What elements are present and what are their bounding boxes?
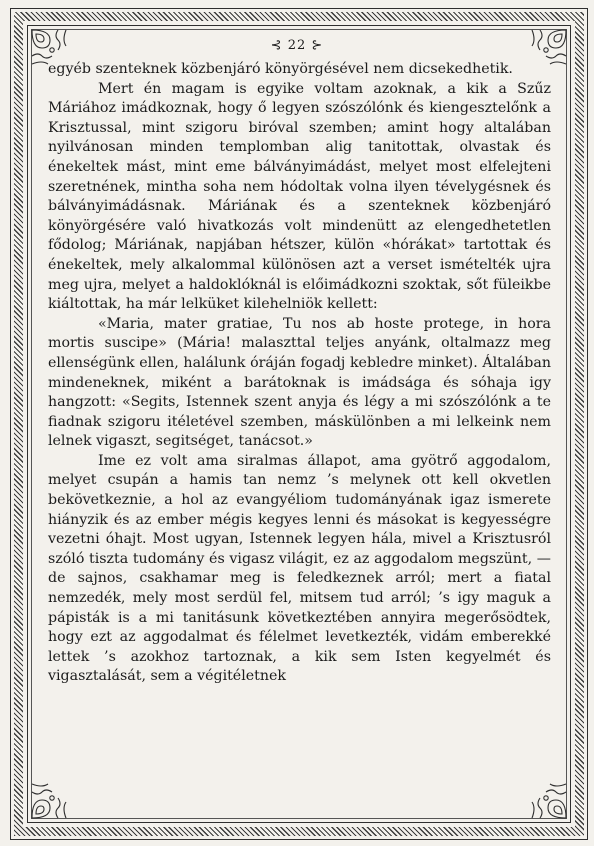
- paragraph: Ime ez volt ama siralmas állapot, ama gyötrő aggodalom, melyet csupán a hamis tan nemz ’s melynek ott kell okvetlen bekövetkeznie, a hol az evangyéliom tudományának igaz ismerete hiányzik és az ember mégis kegyes lenni és másokat is kegyességre vezetni óhajt. Most ugyan, Istennek legyen hála, mivel a Krisztusról szóló tiszta tudomány és vigasz világit, ez az aggodalom megszünt, — de sajnos, csakhamar meg is feledkeznek arról; mert a fiatal nemzedék, mely most serdül fel, mitsem tud arról; ’s igy maguk a pápisták is a mi tanitásunk következtében annyira megerősödtek, hogy ezt az aggodalmat és félelmet levetkezték, vidám emberekké lettek ’s azokhoz tartoznak, a kik sem Isten kegyelmét és vigasztalását, sem a végitéletnek: [48, 452, 551, 685]
- paragraph: «Maria, mater gratiae, Tu nos ab hoste protege, in hora mortis suscipe» (Mária! malaszttal teljes anyánk, oltalmazz meg ellenségünk ellen, halálunk óráján fogadj kebledre minket). Általában mindeneknek, miként a barátoknak is imádsága és sóhaja igy hangzott: «Segits, Istennek szent anyja és légy a mi szószólónk a te fiadnak szigoru itéletével szemben, máskülönben a mi lelkeink nem lelnek vigaszt, segitséget, tanácsot.»: [48, 315, 551, 450]
- header-ornament-left: ⊰: [270, 38, 283, 53]
- header-ornament-right: ⊱: [311, 38, 324, 53]
- page-header: [0, 38, 594, 53]
- corner-ornament-icon: [28, 778, 72, 822]
- paragraph: egyéb szenteknek közbenjáró könyörgésével nem dicsekedhetik.: [48, 61, 513, 77]
- page-body-text: [48, 60, 551, 687]
- page-number: 22: [287, 38, 307, 53]
- paragraph: Mert én magam is egyike voltam azoknak, a kik a Szűz Máriához imádkoznak, hogy ő legyen szószólónk és kiengesztelőnk a Krisztussal, mint szigoru biróval szemben; amint hogy altalában nyilvánosan minden templomban alig tanitottak, olvastak és énekeltek mást, mint eme bálványimádást, melyet most elfelejteni szeretnének, mintha soha nem hódoltak volna ilyen tévelygésnek és bálványimádásnak. Máriának és a szenteknek közbenjáró könyörgésére való hivatkozás volt mindenütt az elengedhetetlen fődolog; Máriának, napjában hétszer, külön «hórákat» tartottak és énekeltek, mely alkalommal különösen azt a verset ismételték ujra meg ujra, melyet a haldoklóknál is előimádkozni szoktak, sőt füleikbe kiáltottak, ha már lelküket kilehelniök kellett:: [48, 80, 551, 313]
- corner-ornament-icon: [526, 778, 570, 822]
